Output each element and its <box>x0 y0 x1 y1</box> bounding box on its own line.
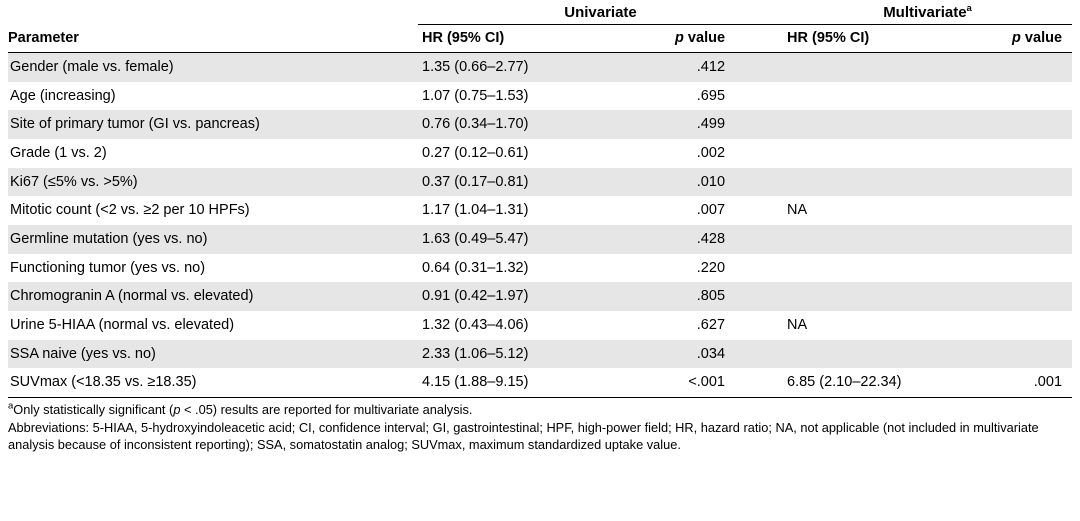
cell-uni-hr: 1.17 (1.04–1.31) <box>422 202 529 219</box>
cell-uni-p: .220 <box>696 259 726 276</box>
cell-multi-hr <box>783 168 968 197</box>
cell-multi-p <box>968 340 1072 369</box>
table-row <box>8 110 1072 139</box>
table-row <box>8 368 1072 397</box>
group-header-multivariate <box>783 0 1072 25</box>
footnote-a-post: < .05) results are reported for multivariate analysis. <box>180 402 473 418</box>
cell-multi-p <box>968 196 1072 225</box>
table-row <box>8 196 1072 225</box>
group-header-univariate: Univariate <box>418 0 783 25</box>
cell-parameter: Chromogranin A (normal vs. elevated) <box>10 288 254 305</box>
cell-multi-hr: NA <box>787 317 808 334</box>
cell-multi-hr <box>783 82 968 111</box>
cell-parameter: Functioning tumor (yes vs. no) <box>10 259 206 276</box>
uni-p-italic: p <box>675 30 684 46</box>
cell-uni-p: .002 <box>696 145 726 162</box>
cell-uni-hr: 0.64 (0.31–1.32) <box>422 259 529 276</box>
cell-multi-hr <box>783 282 968 311</box>
cell-uni-hr: 0.76 (0.34–1.70) <box>422 116 529 133</box>
table-row <box>8 311 1072 340</box>
cell-multi-p <box>968 139 1072 168</box>
cell-uni-p: <.001 <box>618 368 783 397</box>
cell-uni-hr: 2.33 (1.06–5.12) <box>422 345 529 362</box>
cell-uni-hr: 1.32 (0.43–4.06) <box>422 317 529 334</box>
cell-multi-hr <box>783 139 968 168</box>
cell-parameter: SSA naive (yes vs. no) <box>10 345 156 362</box>
cell-multi-hr <box>783 225 968 254</box>
group-header-row <box>8 0 1072 25</box>
column-header-uni-p <box>618 25 783 53</box>
cell-multi-p <box>968 82 1072 111</box>
results-table <box>8 0 1072 398</box>
footnote-a-pre: Only statistically significant ( <box>13 402 174 418</box>
cell-parameter: Gender (male vs. female) <box>10 59 174 75</box>
table-row <box>8 82 1072 111</box>
table-head <box>8 0 1072 53</box>
cell-uni-p: .034 <box>696 345 726 362</box>
cell-uni-p: .010 <box>696 173 726 190</box>
table-footnotes <box>8 402 1072 454</box>
cell-multi-p <box>968 168 1072 197</box>
table-row <box>8 139 1072 168</box>
cell-uni-p: .428 <box>696 231 726 248</box>
cell-parameter: Urine 5-HIAA (normal vs. elevated) <box>10 317 235 334</box>
cell-uni-hr: 0.91 (0.42–1.97) <box>422 288 529 305</box>
cell-multi-p <box>968 254 1072 283</box>
cell-multi-p <box>968 282 1072 311</box>
cell-multi-p <box>968 311 1072 340</box>
cell-multi-hr <box>783 254 968 283</box>
table-row <box>8 225 1072 254</box>
footnote-abbreviations: Abbreviations: 5-HIAA, 5-hydroxyindoleacetic acid; CI, confidence interval; GI, gastrointestinal; HPF, high-power field; HR, hazard ratio; NA, not applicable (not included in multivariate analysis because of inconsistent reporting); SSA, somatostatin analog; SUVmax, maximum standardized uptake value. <box>8 419 1039 452</box>
footnote-a <box>8 402 1072 419</box>
cell-parameter: Grade (1 vs. 2) <box>10 145 107 162</box>
group-header-blank <box>8 0 418 25</box>
cell-multi-hr: NA <box>787 202 808 219</box>
column-header-row <box>8 25 1072 53</box>
cell-parameter: Site of primary tumor (GI vs. pancreas) <box>10 116 260 133</box>
cell-multi-p <box>968 110 1072 139</box>
column-header-uni-hr: HR (95% CI) <box>418 25 618 53</box>
cell-uni-p: .007 <box>696 202 726 219</box>
cell-uni-p: .805 <box>696 288 726 305</box>
table-row <box>8 254 1072 283</box>
cell-uni-hr: 4.15 (1.88–9.15) <box>418 368 618 397</box>
cell-multi-p <box>968 225 1072 254</box>
cell-uni-hr: 1.63 (0.49–5.47) <box>422 231 529 248</box>
cell-uni-hr: 0.37 (0.17–0.81) <box>422 173 529 190</box>
cell-parameter: Age (increasing) <box>10 87 116 104</box>
cell-parameter: Mitotic count (<2 vs. ≥2 per 10 HPFs) <box>10 202 250 219</box>
uni-p-rest: value <box>683 30 726 46</box>
group-header-multivariate-superscript: a <box>966 3 972 14</box>
cell-multi-hr <box>783 340 968 369</box>
cell-uni-p: .695 <box>696 87 726 104</box>
column-header-parameter: Parameter <box>8 25 418 53</box>
multi-p-rest: value <box>1020 30 1063 46</box>
table-row <box>8 282 1072 311</box>
cell-multi-hr <box>783 110 968 139</box>
cell-uni-hr: 1.07 (0.75–1.53) <box>422 87 529 104</box>
cell-uni-p: .499 <box>696 116 726 133</box>
cell-multi-p: .001 <box>968 368 1072 397</box>
cell-multi-p <box>968 53 1072 82</box>
table-row <box>8 340 1072 369</box>
table-body <box>8 53 1072 398</box>
cell-uni-hr: 0.27 (0.12–0.61) <box>422 145 529 162</box>
footnote-a-italic: p <box>173 402 181 418</box>
cell-uni-p: .627 <box>696 317 726 334</box>
footnote-a-superscript: a <box>8 400 14 412</box>
cell-parameter: Germline mutation (yes vs. no) <box>10 231 208 248</box>
cell-uni-p: .412 <box>696 59 726 75</box>
multi-p-italic: p <box>1012 30 1021 46</box>
column-header-multi-hr: HR (95% CI) <box>783 25 968 53</box>
table-row <box>8 168 1072 197</box>
table-row <box>8 53 1072 82</box>
group-header-multivariate-label: Multivariate <box>883 4 967 21</box>
cell-parameter: SUVmax (<18.35 vs. ≥18.35) <box>8 368 418 397</box>
cell-uni-hr: 1.35 (0.66–2.77) <box>422 59 529 75</box>
cell-multi-hr: 6.85 (2.10–22.34) <box>783 368 968 397</box>
column-header-multi-p <box>968 25 1072 53</box>
cell-parameter: Ki67 (≤5% vs. >5%) <box>10 173 138 190</box>
cell-multi-hr <box>783 53 968 82</box>
